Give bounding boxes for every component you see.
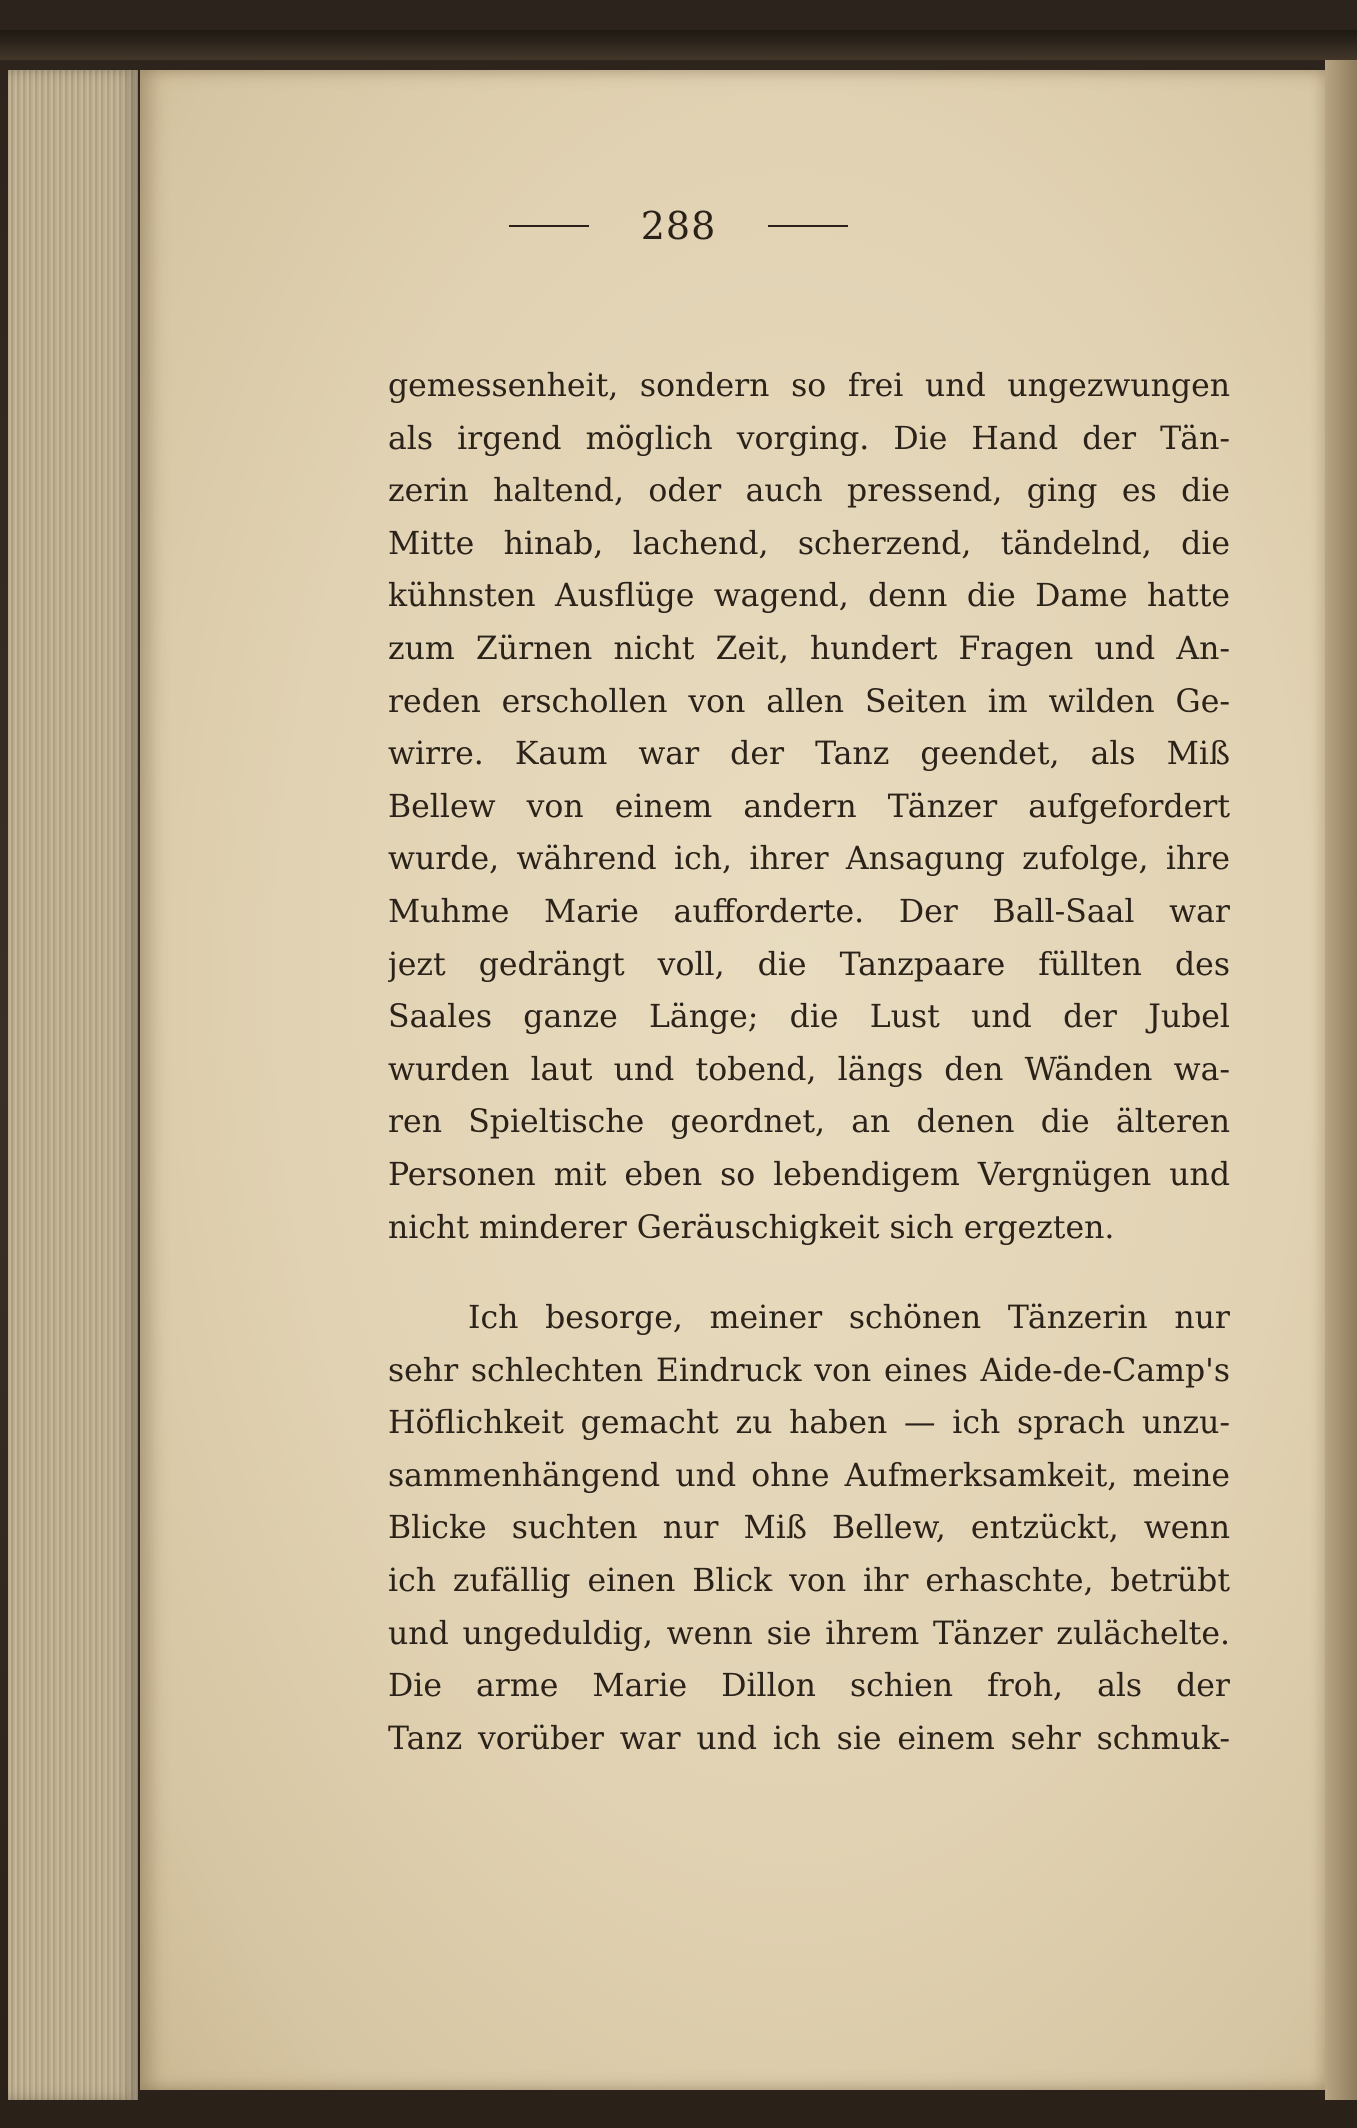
body-text: [388, 360, 1230, 1765]
text-line: Ich besorge, meiner schönen Tänzerin nur: [468, 1300, 1230, 1337]
paragraph-1: [388, 360, 1230, 1254]
text-line: ich zufällig einen Blick von ihr erhaschte, betrübt: [388, 1563, 1230, 1600]
text-line: als irgend möglich vorging. Die Hand der Tän-: [388, 420, 1230, 457]
text-line: Personen mit eben so lebendigem Vergnügen und: [388, 1156, 1230, 1193]
book-cover-edge: [0, 30, 1357, 60]
text-line: Bellew von einem andern Tänzer aufgefordert: [388, 788, 1230, 825]
text-line: wurden laut und tobend, längs den Wänden wa-: [388, 1051, 1230, 1088]
text-line: sehr schlechten Eindruck von eines Aide-de-Camp's: [388, 1352, 1230, 1389]
page-fold-shadow: [1325, 60, 1357, 2100]
page-number: 288: [640, 203, 717, 248]
text-line: sammenhängend und ohne Aufmerksamkeit, meine: [388, 1457, 1230, 1494]
paragraph-gap: [388, 1254, 1230, 1292]
text-line: Saales ganze Länge; die Lust und der Jubel: [388, 999, 1230, 1036]
text-line: Blicke suchten nur Miß Bellew, entzückt, wenn: [388, 1510, 1230, 1547]
text-line: nicht minderer Geräuschigkeit sich ergezten.: [388, 1209, 1115, 1246]
header-dash-right: [768, 225, 848, 227]
text-line: und ungeduldig, wenn sie ihrem Tänzer zulächelte.: [388, 1615, 1230, 1652]
text-line: Muhme Marie aufforderte. Der Ball-Saal war: [388, 893, 1230, 930]
text-line: reden erschollen von allen Seiten im wilden Ge-: [388, 683, 1230, 720]
header-dash-left: [509, 225, 589, 227]
text-line: zerin haltend, oder auch pressend, ging es die: [388, 473, 1230, 510]
text-line: Höflichkeit gemacht zu haben — ich sprach unzu-: [388, 1405, 1230, 1442]
page-header: [0, 200, 1357, 248]
text-line: jezt gedrängt voll, die Tanzpaare füllten des: [388, 946, 1230, 983]
text-line: kühnsten Ausflüge wagend, denn die Dame hatte: [388, 578, 1230, 615]
text-line: Tanz vorüber war und ich sie einem sehr schmuk-: [388, 1720, 1230, 1757]
paragraph-2: [388, 1292, 1230, 1765]
text-line: Die arme Marie Dillon schien froh, als der: [388, 1668, 1230, 1705]
text-line: wurde, während ich, ihrer Ansagung zufolge, ihre: [388, 841, 1230, 878]
text-line: gemessenheit, sondern so frei und ungezwungen: [388, 368, 1230, 404]
text-line: wirre. Kaum war der Tanz geendet, als Miß: [388, 736, 1230, 773]
text-line: zum Zürnen nicht Zeit, hundert Fragen und An-: [388, 630, 1230, 667]
page-edges: [8, 70, 138, 2100]
text-line: ren Spieltische geordnet, an denen die älteren: [388, 1104, 1230, 1141]
text-line: Mitte hinab, lachend, scherzend, tändelnd, die: [388, 525, 1230, 562]
